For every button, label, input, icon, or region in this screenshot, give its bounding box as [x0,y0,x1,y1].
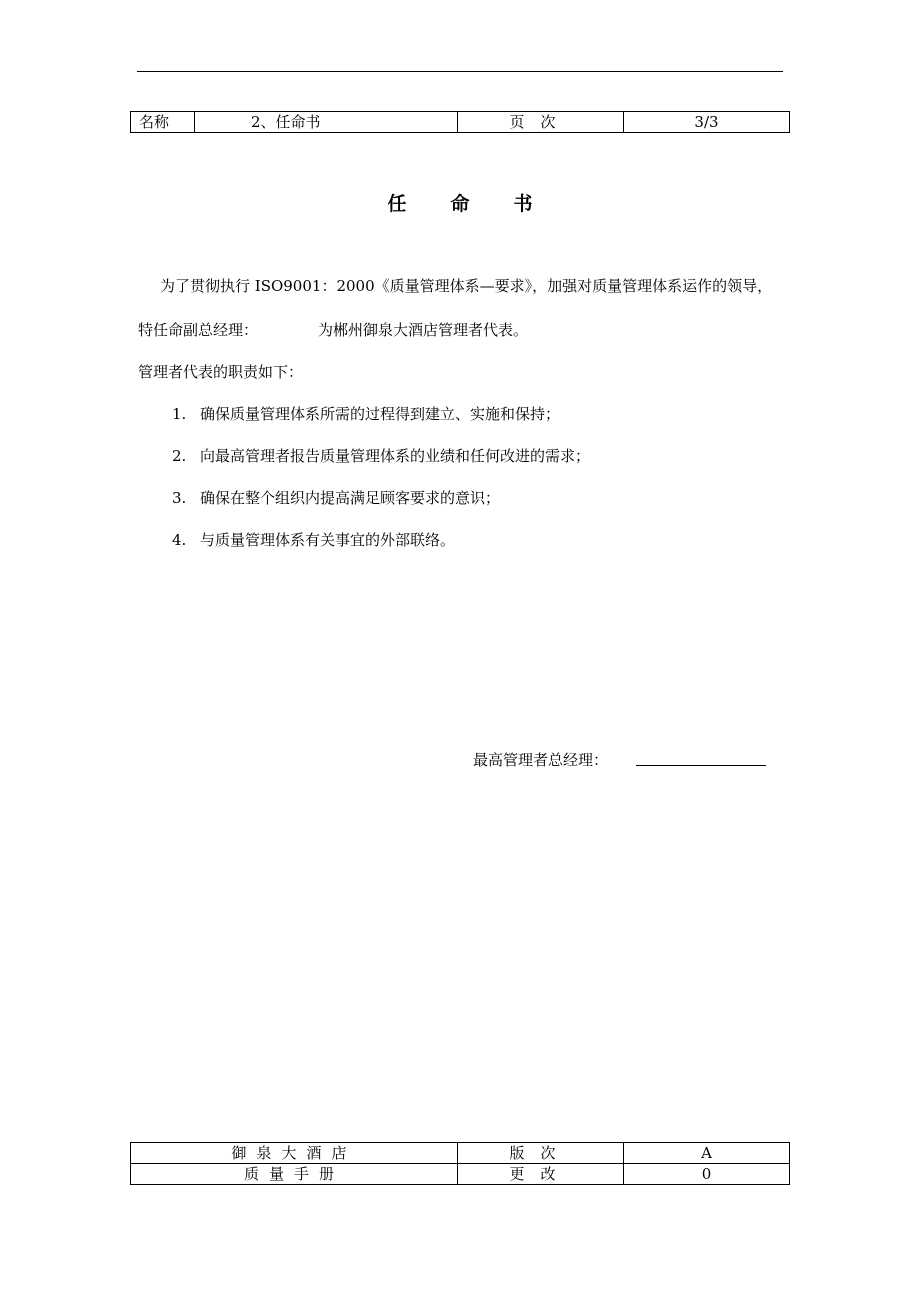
duty-item [172,403,560,424]
signature-line [636,765,766,766]
edition-value: A [624,1143,790,1164]
page-title: 任命书 [387,193,577,215]
edition-label: 版次 [458,1143,624,1164]
appointment-suffix: 为郴州御泉大酒店管理者代表。 [318,321,529,339]
duty-number: 2. [172,447,187,465]
duty-number: 1. [172,405,187,423]
duty-text: 确保在整个组织内提高满足顾客要求的意识； [200,489,501,507]
duty-item [172,529,455,550]
intro-paragraph: 为了贯彻执行 ISO9001：2000《质量管理体系—要求》，加强对质量管理体系运作的领导， [160,277,773,295]
duty-number: 3. [172,489,187,507]
manual-name: 质量手册 [131,1164,458,1185]
duty-number: 4. [172,531,187,549]
duty-text: 与质量管理体系有关事宜的外部联络。 [200,531,456,549]
revision-label: 更改 [458,1164,624,1185]
document-name: 2、任命书 [195,112,458,133]
name-label: 名称 [131,112,195,133]
signature-label: 最高管理者总经理： [473,751,609,769]
appointment-line [138,319,528,340]
appointment-prefix: 特任命副总经理： [138,321,259,339]
header-table [130,111,790,133]
duty-text: 确保质量管理体系所需的过程得到建立、实施和保持； [200,405,561,423]
header-rule [137,71,783,72]
footer-table [130,1142,790,1185]
hotel-name: 御泉大酒店 [131,1143,458,1164]
duty-item [172,487,500,508]
duty-item [172,445,590,466]
page-number: 3/3 [624,112,790,133]
page-label: 页次 [458,112,624,133]
revision-value: 0 [624,1164,790,1185]
duty-text: 向最高管理者报告质量管理体系的业绩和任何改进的需求； [200,447,591,465]
duties-heading: 管理者代表的职责如下： [138,363,304,381]
